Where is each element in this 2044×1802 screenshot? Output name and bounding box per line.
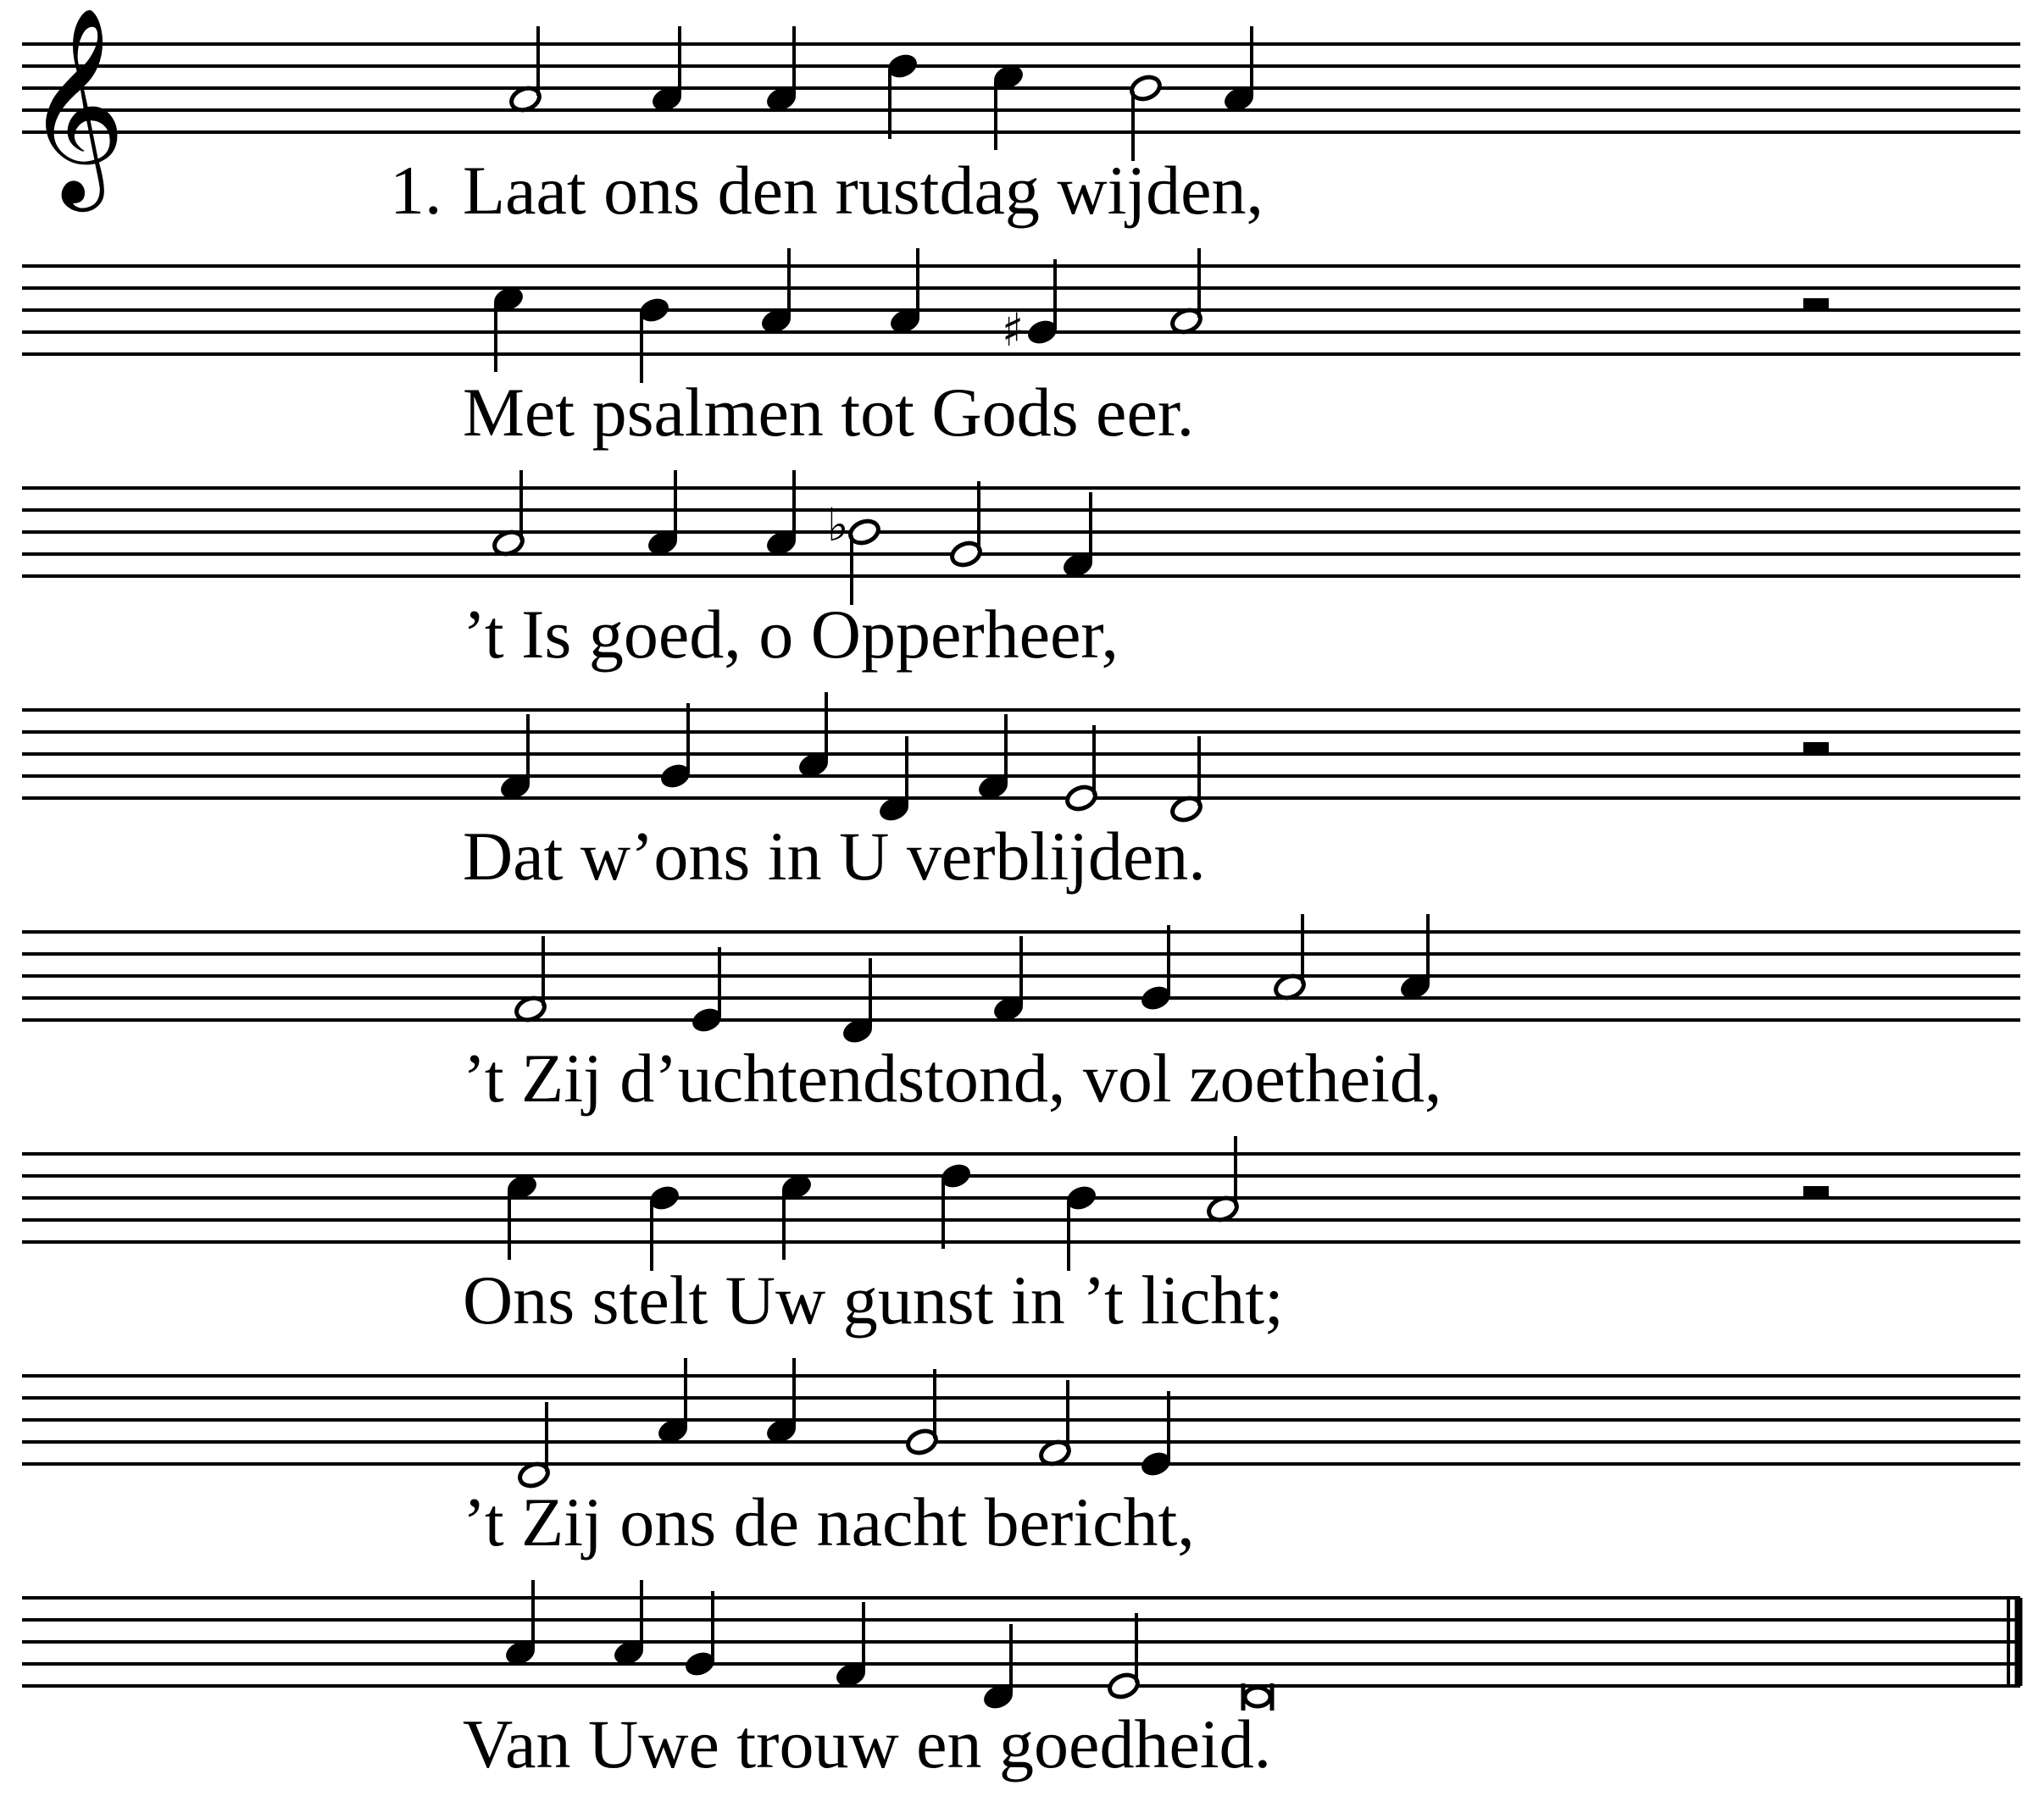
note xyxy=(780,1173,814,1260)
note xyxy=(1061,492,1096,579)
lyric-line: ’t Zij d’uchtendstond, vol zoetheid, xyxy=(463,1040,1442,1117)
note xyxy=(647,1184,682,1271)
staff-system xyxy=(22,1136,2020,1339)
staff-system xyxy=(22,248,2020,451)
flat-icon: ♭ xyxy=(827,498,849,552)
note xyxy=(827,498,881,605)
sharp-icon: ♯ xyxy=(1002,303,1025,357)
note xyxy=(991,936,1026,1023)
treble-clef-icon: 𝄞 xyxy=(25,6,126,203)
note xyxy=(834,1602,869,1689)
note xyxy=(492,470,526,557)
note xyxy=(508,26,543,114)
note xyxy=(877,736,912,823)
note xyxy=(841,958,875,1045)
note xyxy=(764,26,799,114)
note xyxy=(1206,1136,1241,1223)
note xyxy=(612,1580,647,1667)
note xyxy=(650,26,685,114)
note xyxy=(1002,259,1059,357)
note xyxy=(764,470,799,557)
note xyxy=(1169,736,1204,823)
note xyxy=(939,1162,974,1249)
lyric-line: Laat ons den rustdag wijden, xyxy=(463,152,1264,229)
note xyxy=(888,248,923,335)
staff-system xyxy=(22,692,2020,895)
note xyxy=(505,1173,540,1260)
note xyxy=(1222,26,1257,114)
note xyxy=(759,248,794,335)
note xyxy=(1139,1391,1174,1478)
note xyxy=(514,936,548,1023)
note xyxy=(1107,1613,1141,1700)
note xyxy=(797,692,831,779)
notehead xyxy=(1245,1688,1270,1706)
note xyxy=(503,1580,538,1667)
half-rest-icon xyxy=(1803,742,1829,754)
lyric-line: Met psalmen tot Gods eer. xyxy=(463,374,1195,451)
note xyxy=(991,63,1026,150)
half-rest-icon xyxy=(1803,1186,1829,1198)
note xyxy=(1129,74,1164,161)
staff-system xyxy=(22,6,2020,229)
note xyxy=(492,285,526,372)
note xyxy=(764,1358,799,1445)
note xyxy=(1273,914,1308,1001)
note xyxy=(905,1369,940,1456)
lyric-line: Ons stelt Uw gunst in ’t licht; xyxy=(463,1261,1284,1339)
note xyxy=(517,1402,552,1489)
staff-system xyxy=(22,1580,2020,1783)
note xyxy=(1064,1184,1099,1271)
note xyxy=(683,1591,718,1678)
lyric-line: ’t Zij ons de nacht bericht, xyxy=(463,1483,1195,1561)
half-rest-icon xyxy=(1803,298,1829,310)
lyric-line: Dat w’ons in U verblijden. xyxy=(463,818,1206,895)
note xyxy=(690,947,725,1034)
note xyxy=(1064,725,1099,812)
note xyxy=(637,296,672,383)
verse-number: 1. xyxy=(390,152,442,229)
staff-system xyxy=(22,914,2020,1117)
lyric-line: ’t Is goed, o Opperheer, xyxy=(463,596,1119,673)
note xyxy=(658,703,693,790)
note xyxy=(981,1624,1016,1711)
note xyxy=(646,470,680,557)
note xyxy=(1139,925,1174,1012)
note xyxy=(498,714,533,801)
staff-system xyxy=(22,470,2020,673)
note xyxy=(1398,914,1433,1001)
note xyxy=(1169,248,1204,335)
lyric-line: Van Uwe trouw en goedheid. xyxy=(463,1705,1272,1783)
note xyxy=(886,52,920,139)
staff-system xyxy=(22,1358,2020,1561)
note xyxy=(949,481,984,568)
note xyxy=(656,1358,691,1445)
note xyxy=(976,714,1011,801)
note xyxy=(1038,1380,1073,1467)
